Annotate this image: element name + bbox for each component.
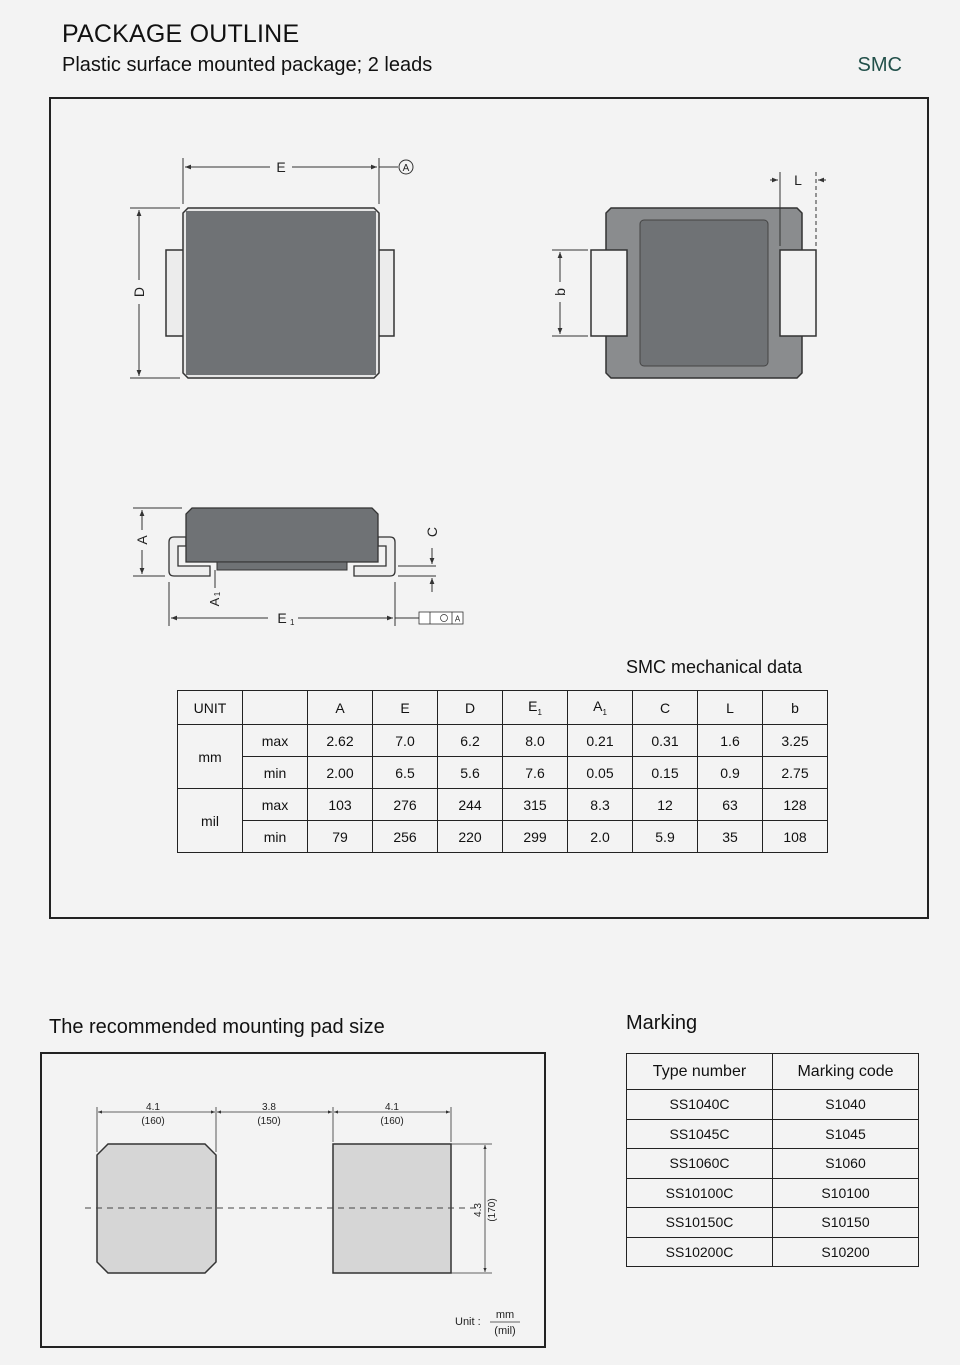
table-cell: 276 (373, 789, 438, 821)
table-cell: 2.00 (308, 757, 373, 789)
pad-dim3-mm: 4.1 (385, 1102, 399, 1113)
row-label: min (243, 821, 308, 853)
header-col-L: L (698, 691, 763, 725)
bottom-view-lead-right (780, 250, 816, 336)
marking-code: S10200 (773, 1237, 919, 1267)
unit-mil-label: (mil) (494, 1325, 516, 1337)
dim-label-D: D (131, 286, 147, 298)
type-number: SS10150C (627, 1208, 773, 1238)
page-subtitle: Plastic surface mounted package; 2 leads (62, 54, 433, 76)
table-row (627, 1208, 919, 1238)
pad-height-mm: 4.3 (473, 1203, 484, 1217)
dim-label-E: E (276, 159, 286, 175)
bottom-view-pad (640, 220, 768, 366)
unit-mm-label: mm (495, 1309, 515, 1321)
datum-label: A (402, 163, 410, 174)
dim-label-L: L (794, 172, 802, 188)
table-cell: 108 (763, 821, 828, 853)
table-cell: 2.75 (763, 757, 828, 789)
table-row (178, 725, 828, 757)
table-cell: 7.0 (373, 725, 438, 757)
pad-size-drawing (40, 1052, 546, 1348)
type-number: SS10100C (627, 1178, 773, 1208)
table-cell: 299 (503, 821, 568, 853)
table-cell: 7.6 (503, 757, 568, 789)
table-row (178, 789, 828, 821)
table-row (627, 1119, 919, 1149)
marking-table (626, 1053, 919, 1267)
side-view (133, 508, 463, 627)
table-cell: 6.5 (373, 757, 438, 789)
package-code: SMC (857, 54, 902, 76)
table-cell: 35 (698, 821, 763, 853)
header-col-A1: $A_1$ (568, 691, 633, 725)
table-cell: 220 (438, 821, 503, 853)
row-label: min (243, 757, 308, 789)
dim-label-b: b (552, 288, 568, 296)
dim-label-A1: A (207, 597, 222, 607)
dim-label-C: C (424, 526, 440, 538)
marking-code: S1060 (773, 1149, 919, 1179)
table-cell: 103 (308, 789, 373, 821)
table-cell: 2.0 (568, 821, 633, 853)
table-cell: 244 (438, 789, 503, 821)
dim-label-A1-sub: 1 (213, 591, 222, 597)
table-row (627, 1149, 919, 1179)
table-cell: 256 (373, 821, 438, 853)
header-col-A: A (308, 691, 373, 725)
header-type-number: Type number (627, 1054, 773, 1090)
table-cell: 0.05 (568, 757, 633, 789)
type-number: SS1040C (627, 1090, 773, 1120)
table-cell: 6.2 (438, 725, 503, 757)
table-cell: 1.6 (698, 725, 763, 757)
unit-mil: mil (178, 789, 243, 853)
dim-label-E1-sub: 1 (290, 618, 295, 627)
dim-label-E1: E (277, 610, 287, 626)
header-unit: UNIT (178, 691, 243, 725)
marking-header-row (627, 1054, 919, 1090)
pad-size-title: The recommended mounting pad size (49, 1016, 385, 1038)
pad-height-mil: (170) (487, 1198, 498, 1222)
table-cell: 2.62 (308, 725, 373, 757)
table-cell: 8.3 (568, 789, 633, 821)
page-title: PACKAGE OUTLINE (62, 20, 300, 48)
marking-code: S1045 (773, 1119, 919, 1149)
table-cell: 8.0 (503, 725, 568, 757)
bottom-view (552, 172, 826, 378)
pad-dim2-mil: (150) (257, 1116, 281, 1127)
row-label: max (243, 789, 308, 821)
bottom-view-lead-left (591, 250, 627, 336)
pad-dim3-mil: (160) (380, 1116, 404, 1127)
header-blank (243, 691, 308, 725)
type-number: SS10200C (627, 1237, 773, 1267)
marking-code: S1040 (773, 1090, 919, 1120)
table-cell: 0.9 (698, 757, 763, 789)
row-label: max (243, 725, 308, 757)
header-col-E1: $E_1$ (503, 691, 568, 725)
header-col-C: C (633, 691, 698, 725)
table-row (627, 1178, 919, 1208)
dim-label-A: A (134, 535, 150, 545)
top-view (130, 158, 413, 378)
table-header-row (178, 691, 828, 725)
top-view-lead-left (166, 250, 184, 336)
header-col-E: E (373, 691, 438, 725)
side-view-body (186, 508, 378, 562)
tolerance-datum: A (454, 614, 461, 624)
table-row (627, 1090, 919, 1120)
header-col-b: b (763, 691, 828, 725)
marking-code: S10150 (773, 1208, 919, 1238)
table-cell: 0.31 (633, 725, 698, 757)
mechanical-data-table (177, 690, 828, 853)
mechanical-data-title: SMC mechanical data (626, 657, 803, 677)
table-cell: 79 (308, 821, 373, 853)
type-number: SS1045C (627, 1119, 773, 1149)
pad-dim1-mm: 4.1 (146, 1102, 160, 1113)
unit-label: Unit : (455, 1316, 481, 1328)
table-cell: 12 (633, 789, 698, 821)
table-cell: 0.21 (568, 725, 633, 757)
table-cell: 3.25 (763, 725, 828, 757)
table-cell: 128 (763, 789, 828, 821)
unit-mm: mm (178, 725, 243, 789)
table-row (178, 821, 828, 853)
type-number: SS1060C (627, 1149, 773, 1179)
pad-dim2-mm: 3.8 (262, 1102, 276, 1113)
table-row (627, 1237, 919, 1267)
marking-title: Marking (626, 1012, 698, 1034)
pad-dim1-mil: (160) (141, 1116, 165, 1127)
table-cell: 5.9 (633, 821, 698, 853)
marking-code: S10100 (773, 1178, 919, 1208)
header-marking-code: Marking code (773, 1054, 919, 1090)
table-cell: 315 (503, 789, 568, 821)
table-cell: 0.15 (633, 757, 698, 789)
table-row (178, 757, 828, 789)
header-col-D: D (438, 691, 503, 725)
table-cell: 63 (698, 789, 763, 821)
table-cell: 5.6 (438, 757, 503, 789)
